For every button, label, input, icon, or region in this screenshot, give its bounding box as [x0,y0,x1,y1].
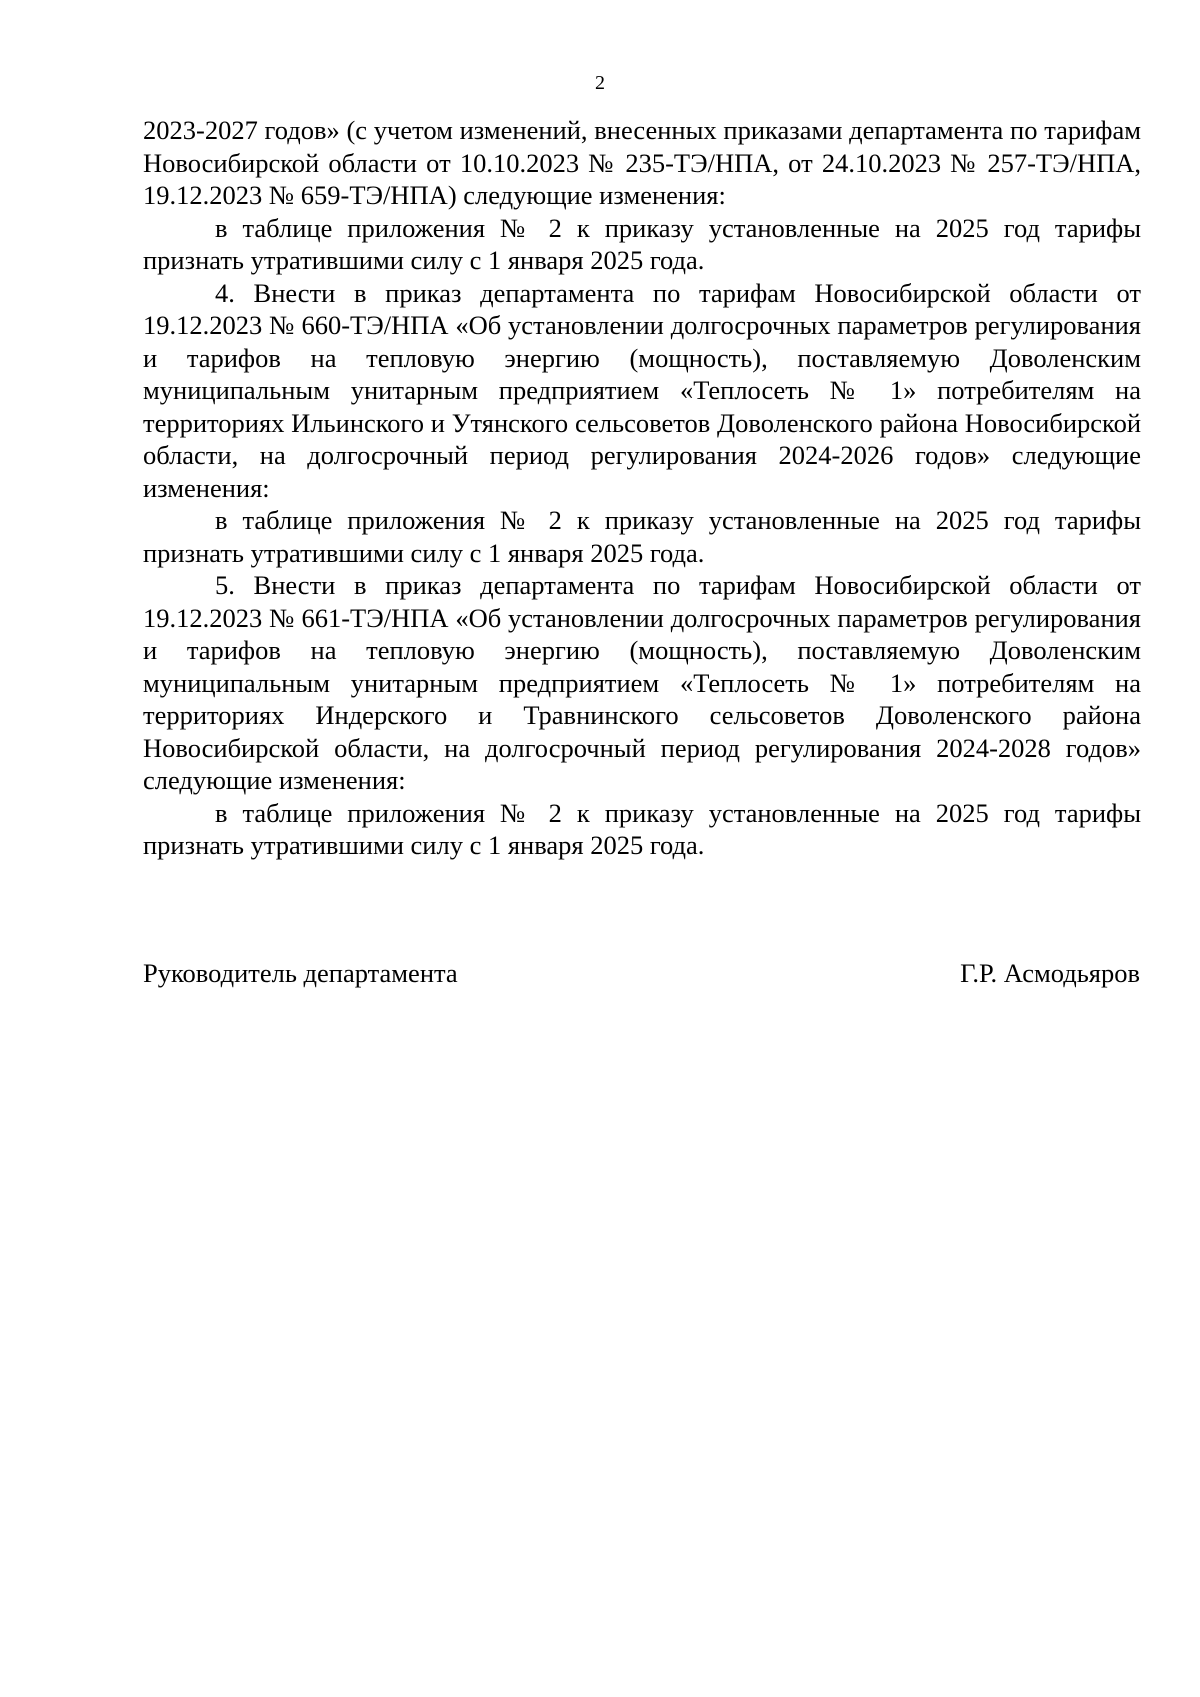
paragraph-table-note-3: в таблице приложения № 2 к приказу установленные на 2025 год тарифы признать утратившими силу с 1 января 2025 года. [143,797,1141,860]
document-body [143,114,1141,862]
signature-block [143,957,1140,990]
paragraph-table-note-2: в таблице приложения № 2 к приказу установленные на 2025 год тарифы признать утратившими силу с 1 января 2025 года. [143,505,1141,568]
paragraph-continuation: 2023-2027 годов» (с учетом изменений, внесенных приказами департамента по тарифам Новосибирской области от 10.10.2023 № 235-ТЭ/НПА, от 24.10.2023 № 257-ТЭ/НПА, 19.12.2023 № 659-ТЭ/НПА) следующие изменения: [143,115,1141,210]
signatory-position: Руководитель департамента [143,958,458,988]
paragraph-item-4: 4. Внести в приказ департамента по тарифам Новосибирской области от 19.12.2023 № 660-ТЭ/НПА «Об установлении долгосрочных параметров регулирования и тарифов на тепловую энергию (мощность), поставляемую Доволенским муниципальным унитарным предприятием «Теплосеть № 1» потребителям на территориях Ильинского и Утянского сельсоветов Доволенского района Новосибирской области, на долгосрочный период регулирования 2024-2026 годов» следующие изменения: [143,277,1141,503]
page-number: 2 [595,72,605,94]
paragraph-table-note-1: в таблице приложения № 2 к приказу установленные на 2025 год тарифы признать утратившими силу с 1 января 2025 года. [143,212,1141,275]
signatory-name: Г.Р. Асмодьяров [960,958,1140,988]
paragraph-item-5: 5. Внести в приказ департамента по тарифам Новосибирской области от 19.12.2023 № 661-ТЭ/НПА «Об установлении долгосрочных параметров регулирования и тарифов на тепловую энергию (мощность), поставляемую Доволенским муниципальным унитарным предприятием «Теплосеть № 1» потребителям на территориях Индерского и Травнинского сельсоветов Доволенского района Новосибирской области, на долгосрочный период регулирования 2024-2028 годов» следующие изменения: [143,570,1141,795]
